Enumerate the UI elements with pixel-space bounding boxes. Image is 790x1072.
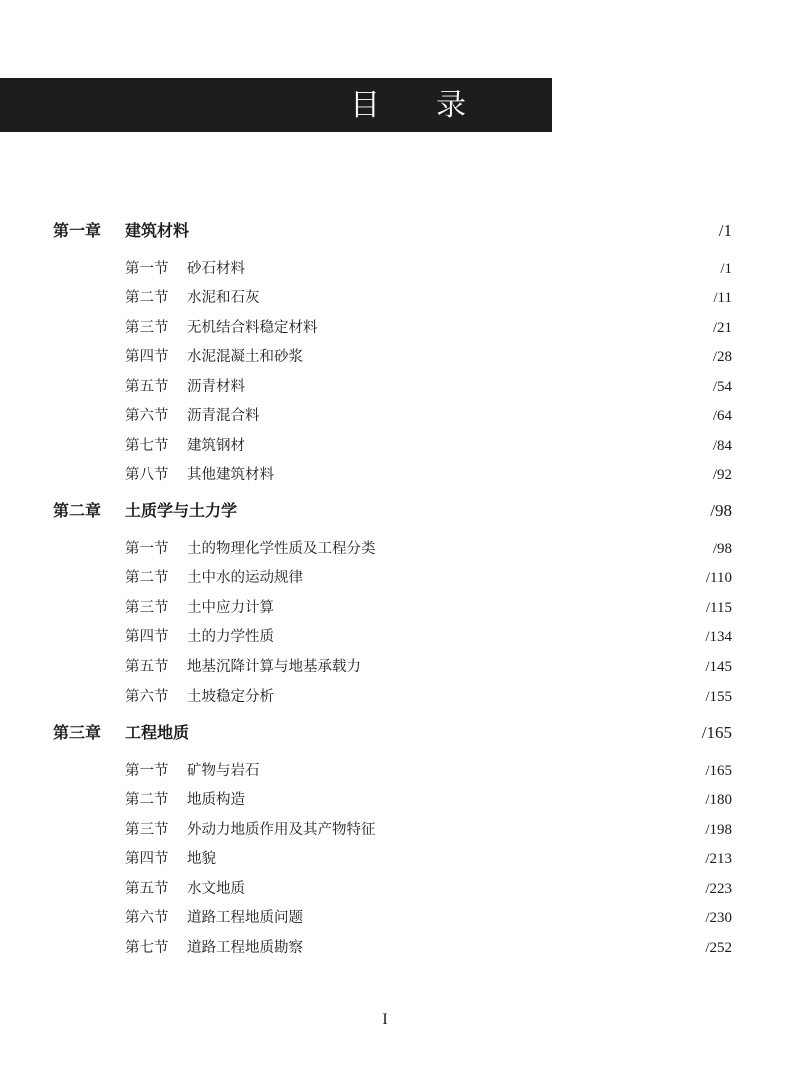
section-title: 道路工程地质问题 — [187, 910, 303, 926]
section-number: 第六节 — [125, 408, 169, 424]
section-title: 建筑钢材 — [187, 438, 245, 454]
section-page: /155 — [705, 689, 732, 705]
section-number: 第三节 — [125, 320, 169, 336]
section-title: 土中水的运动规律 — [187, 570, 303, 586]
section-page: /180 — [705, 792, 732, 808]
section-title: 砂石材料 — [187, 261, 245, 277]
section-title: 矿物与岩石 — [187, 763, 260, 779]
section-title: 其他建筑材料 — [187, 467, 274, 483]
section-page: /145 — [705, 659, 732, 675]
section-number: 第四节 — [125, 349, 169, 365]
section-title: 土坡稳定分析 — [187, 689, 274, 705]
section-title: 土的力学性质 — [187, 629, 274, 645]
section-entry[interactable] — [0, 682, 790, 712]
section-number: 第五节 — [125, 379, 169, 395]
section-number: 第一节 — [125, 541, 169, 557]
section-title: 外动力地质作用及其产物特征 — [187, 822, 376, 838]
chapter-page: /165 — [701, 723, 732, 742]
section-title: 水文地质 — [187, 881, 245, 897]
section-entry[interactable] — [0, 652, 790, 682]
section-entry[interactable] — [0, 313, 790, 343]
section-page: /84 — [712, 438, 732, 454]
section-page: /134 — [705, 629, 732, 645]
section-page: /1 — [720, 261, 732, 277]
chapter-entry[interactable] — [0, 718, 790, 748]
section-number: 第六节 — [125, 910, 169, 926]
section-title: 沥青材料 — [187, 379, 245, 395]
section-entry[interactable] — [0, 283, 790, 313]
section-page: /165 — [705, 763, 732, 779]
section-page: /92 — [712, 467, 732, 483]
section-entry[interactable] — [0, 785, 790, 815]
chapter-entry[interactable] — [0, 216, 790, 246]
section-title: 水泥和石灰 — [187, 290, 260, 306]
chapter-page: /1 — [718, 221, 732, 240]
section-number: 第五节 — [125, 881, 169, 897]
section-title: 沥青混合料 — [187, 408, 260, 424]
section-page: /28 — [712, 349, 732, 365]
section-entry[interactable] — [0, 431, 790, 461]
chapter-number: 第二章 — [53, 501, 102, 520]
section-title: 水泥混凝土和砂浆 — [187, 349, 303, 365]
chapter-number: 第一章 — [53, 221, 102, 240]
folio-page-number: I — [382, 1011, 388, 1028]
section-entry[interactable] — [0, 342, 790, 372]
section-title: 土中应力计算 — [187, 600, 274, 616]
chapter-entry[interactable] — [0, 496, 790, 526]
section-number: 第七节 — [125, 940, 169, 956]
section-page: /252 — [705, 940, 732, 956]
chapter-number: 第三章 — [53, 723, 102, 742]
section-number: 第一节 — [125, 763, 169, 779]
section-number: 第七节 — [125, 438, 169, 454]
section-entry[interactable] — [0, 903, 790, 933]
section-title: 无机结合料稳定材料 — [187, 320, 318, 336]
section-entry[interactable] — [0, 460, 790, 490]
section-number: 第五节 — [125, 659, 169, 675]
section-number: 第四节 — [125, 629, 169, 645]
section-number: 第二节 — [125, 290, 169, 306]
section-number: 第一节 — [125, 261, 169, 277]
section-entry[interactable] — [0, 534, 790, 564]
section-entry[interactable] — [0, 933, 790, 963]
section-entry[interactable] — [0, 372, 790, 402]
section-entry[interactable] — [0, 622, 790, 652]
section-title: 地基沉降计算与地基承载力 — [187, 659, 361, 675]
section-number: 第二节 — [125, 570, 169, 586]
section-page: /213 — [705, 851, 732, 867]
chapter-page: /98 — [710, 501, 732, 520]
section-page: /64 — [712, 408, 732, 424]
chapter-title: 工程地质 — [125, 723, 190, 742]
section-entry[interactable] — [0, 401, 790, 431]
section-page: /21 — [712, 320, 732, 336]
section-entry[interactable] — [0, 563, 790, 593]
section-number: 第六节 — [125, 689, 169, 705]
section-number: 第四节 — [125, 851, 169, 867]
chapter-title: 建筑材料 — [125, 221, 190, 240]
section-page: /115 — [705, 600, 732, 616]
section-page: /198 — [705, 822, 732, 838]
section-title: 地质构造 — [187, 792, 245, 808]
section-entry[interactable] — [0, 756, 790, 786]
section-title: 道路工程地质勘察 — [187, 940, 303, 956]
section-page: /11 — [713, 290, 732, 306]
section-entry[interactable] — [0, 254, 790, 284]
page-title: 目录 — [350, 88, 522, 123]
section-number: 第二节 — [125, 792, 169, 808]
section-entry[interactable] — [0, 815, 790, 845]
section-title: 土的物理化学性质及工程分类 — [187, 541, 376, 557]
chapter-title: 土质学与土力学 — [125, 501, 238, 520]
section-page: /110 — [705, 570, 732, 586]
section-number: 第三节 — [125, 600, 169, 616]
section-title: 地貌 — [187, 851, 216, 867]
section-page: /230 — [705, 910, 732, 926]
section-entry[interactable] — [0, 844, 790, 874]
section-number: 第三节 — [125, 822, 169, 838]
section-page: /223 — [705, 881, 732, 897]
section-entry[interactable] — [0, 593, 790, 623]
section-entry[interactable] — [0, 874, 790, 904]
section-page: /54 — [712, 379, 732, 395]
section-number: 第八节 — [125, 467, 169, 483]
section-page: /98 — [712, 541, 732, 557]
